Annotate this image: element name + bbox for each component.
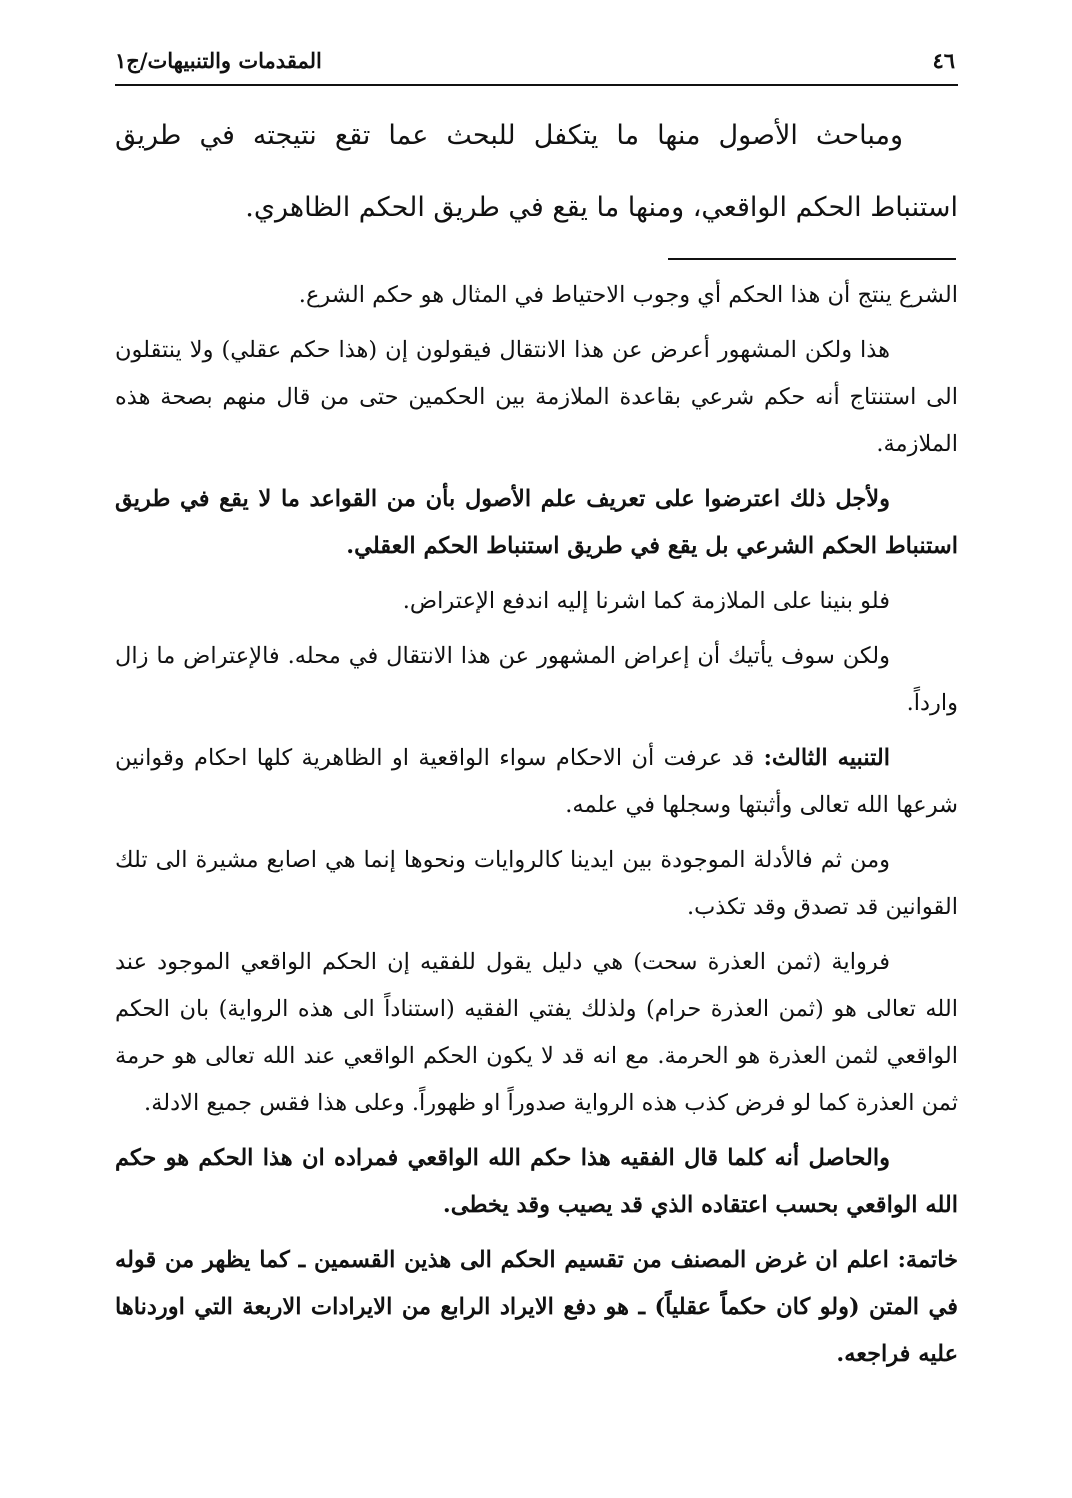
section-heading-third-note: التنبيه الثالث: — [763, 745, 891, 771]
note-paragraph-7: ومن ثم فالأدلة الموجودة بين ايدينا كالروايات ونحوها إنما هي اصابع مشيرة الى تلك القوانين قد تصدق وقد تكذب. — [115, 847, 958, 920]
page-header — [115, 38, 955, 82]
note-paragraph-1: الشرع ينتج أن هذا الحكم أي وجوب الاحتياط في المثال هو حكم الشرع. — [298, 282, 958, 308]
note-paragraph-8: فرواية (ثمن العذرة سحت) هي دليل يقول للفقيه إن الحكم الواقعي الموجود عند الله تعالى هو (ثمن العذرة حرام) ولذلك يفتي الفقيه (استناداً الى هذه الرواية) بان الحكم الواقعي لثمن العذرة هو الحرمة. مع انه قد لا يكون الحكم الواقعي عند الله تعالى هو حرمة ثمن العذرة كما لو فرض كذب هذه الرواية صدوراً او ظهوراً. وعلى هذا فقس جميع الادلة. — [115, 949, 958, 1116]
commentary-notes — [115, 272, 958, 1386]
note-paragraph-5: ولكن سوف يأتيك أن إعراض المشهور عن هذا الانتقال في محله. فالإعتراض ما زال وارداً. — [115, 643, 958, 716]
footnote-separator — [668, 258, 956, 260]
note-paragraph-4: فلو بنينا على الملازمة كما اشرنا إليه اندفع الإعتراض. — [402, 588, 890, 614]
running-title: المقدمات والتنبيهات/ج١ — [115, 47, 322, 73]
note-paragraph-10 — [115, 1237, 958, 1378]
note-paragraph-3: ولأجل ذلك اعترضوا على تعريف علم الأصول بأن من القواعد ما لا يقع في طريق استنباط الحكم الشرعي بل يقع في طريق استنباط الحكم العقلي. — [115, 486, 958, 559]
note-paragraph-6-text: قد عرفت أن الاحكام سواء الواقعية او الظاهرية كلها احكام وقوانين شرعها الله تعالى وأثبتها وسجلها في علمه. — [115, 745, 958, 818]
header-rule — [115, 84, 958, 86]
note-paragraph-9: والحاصل أنه كلما قال الفقيه هذا حكم الله الواقعي فمراده ان هذا الحكم هو حكم الله الواقعي بحسب اعتقاده الذي قد يصيب وقد يخطى. — [115, 1145, 958, 1218]
section-heading-conclusion: خاتمة: — [897, 1247, 958, 1273]
note-paragraph-2: هذا ولكن المشهور أعرض عن هذا الانتقال فيقولون إن (هذا حكم عقلي) ولا ينتقلون الى استنتاج أنه حكم شرعي بقاعدة الملازمة بين الحكمين حتى من قال منهم بصحة هذه الملازمة. — [115, 337, 958, 457]
note-paragraph-10-text: اعلم ان غرض المصنف من تقسيم الحكم الى هذين القسمين ـ كما يظهر من قوله في المتن (ولو كان حكماً عقلياً) ـ هو دفع الايراد الرابع من الايرادات الاربعة التي اوردناها عليه فراجعه. — [115, 1247, 958, 1367]
main-paragraph: ومباحث الأصول منها ما يتكفل للبحث عما تقع نتيجته في طريق استنباط الحكم الواقعي، ومنها ما يقع في طريق الحكم الظاهري. — [115, 120, 958, 223]
page-number: ٤٦ — [932, 47, 955, 73]
main-text — [115, 100, 958, 244]
note-paragraph-6 — [115, 735, 958, 829]
